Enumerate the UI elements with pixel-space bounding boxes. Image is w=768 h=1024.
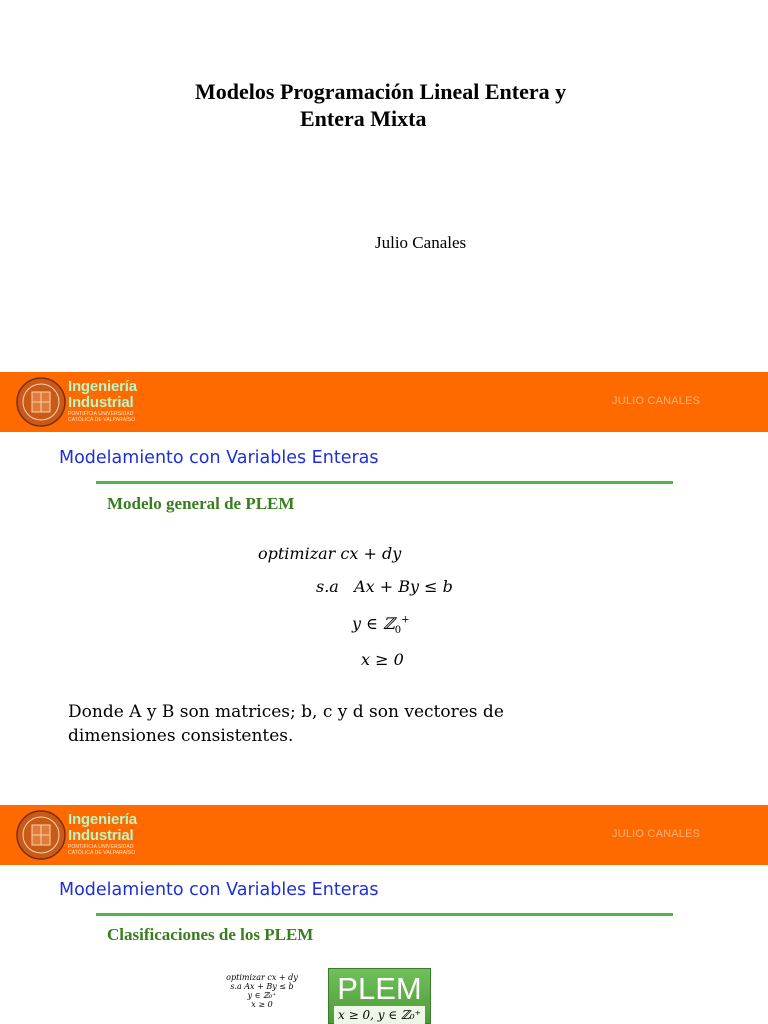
section-divider: [96, 481, 673, 484]
title-slide: [0, 0, 768, 372]
university-logo: [14, 376, 146, 430]
logo-sub-1: PONTIFICIA UNIVERSIDAD: [68, 411, 134, 417]
logo-line-2: Industrial: [68, 394, 134, 411]
slide-header-band: [0, 805, 768, 865]
mini-eq-3: y ∈ ℤ₀⁺: [247, 991, 277, 1000]
logo-line-1: Ingeniería: [68, 811, 137, 828]
section-title: Modelamiento con Variables Enteras: [59, 448, 379, 468]
logo-sub-2: CATÓLICA DE VALPARAÍSO: [68, 417, 136, 423]
logo-sub-2: CATÓLICA DE VALPARAÍSO: [68, 850, 136, 856]
title-line-2: Entera Mixta: [300, 106, 427, 131]
plem-label: PLEM: [337, 971, 422, 1006]
description-line-2: dimensiones consistentes.: [68, 726, 294, 746]
description-line-1: Donde A y B son matrices; b, c y d son vectores de: [68, 702, 504, 722]
plem-classification-box: [328, 968, 431, 1024]
nonnegativity-equation: [361, 650, 404, 669]
logo-sub-1: PONTIFICIA UNIVERSIDAD: [68, 844, 134, 850]
slide-subtitle: Clasificaciones de los PLEM: [107, 925, 314, 944]
mini-eq-2: s.a Ax + By ≤ b: [230, 982, 294, 991]
section-title: Modelamiento con Variables Enteras: [59, 880, 379, 900]
title-line-1: Modelos Programación Lineal Entera y: [195, 79, 567, 104]
objective-text: optimizar cx + dy: [258, 544, 402, 563]
slide-subtitle: Modelo general de PLEM: [107, 494, 295, 513]
model-description: [68, 700, 668, 748]
logo-text: [68, 812, 137, 856]
logo-line-2: Industrial: [68, 827, 134, 844]
mini-model-equations: [212, 973, 312, 1009]
constraint-text: Ax + By ≤ b: [354, 577, 453, 596]
presentation-title: [0, 78, 768, 132]
header-author: JULIO CANALES: [612, 395, 701, 407]
integer-domain-text: y ∈ ℤ: [352, 614, 395, 633]
seal-icon: [16, 377, 66, 427]
integer-domain-sup: +: [401, 614, 410, 626]
header-author: JULIO CANALES: [612, 828, 701, 840]
mini-eq-4: x ≥ 0: [251, 1000, 273, 1009]
integer-domain-equation: [352, 614, 410, 636]
mini-eq-1: optimizar cx + dy: [226, 973, 298, 982]
author-name: Julio Canales: [375, 233, 467, 252]
constraint-equation: [316, 577, 453, 596]
nonnegativity-text: x ≥ 0: [361, 650, 404, 669]
logo-line-1: Ingeniería: [68, 378, 137, 395]
logo-text: [68, 379, 137, 423]
section-divider: [96, 913, 673, 916]
integer-domain-sub: 0: [394, 625, 402, 637]
plem-condition: x ≥ 0, y ∈ ℤ₀⁺: [334, 1006, 425, 1024]
objective-equation: [258, 544, 401, 563]
seal-icon: [16, 810, 66, 860]
slide-header-band: [0, 372, 768, 432]
constraint-label: s.a: [316, 577, 339, 596]
university-logo: [14, 809, 146, 863]
